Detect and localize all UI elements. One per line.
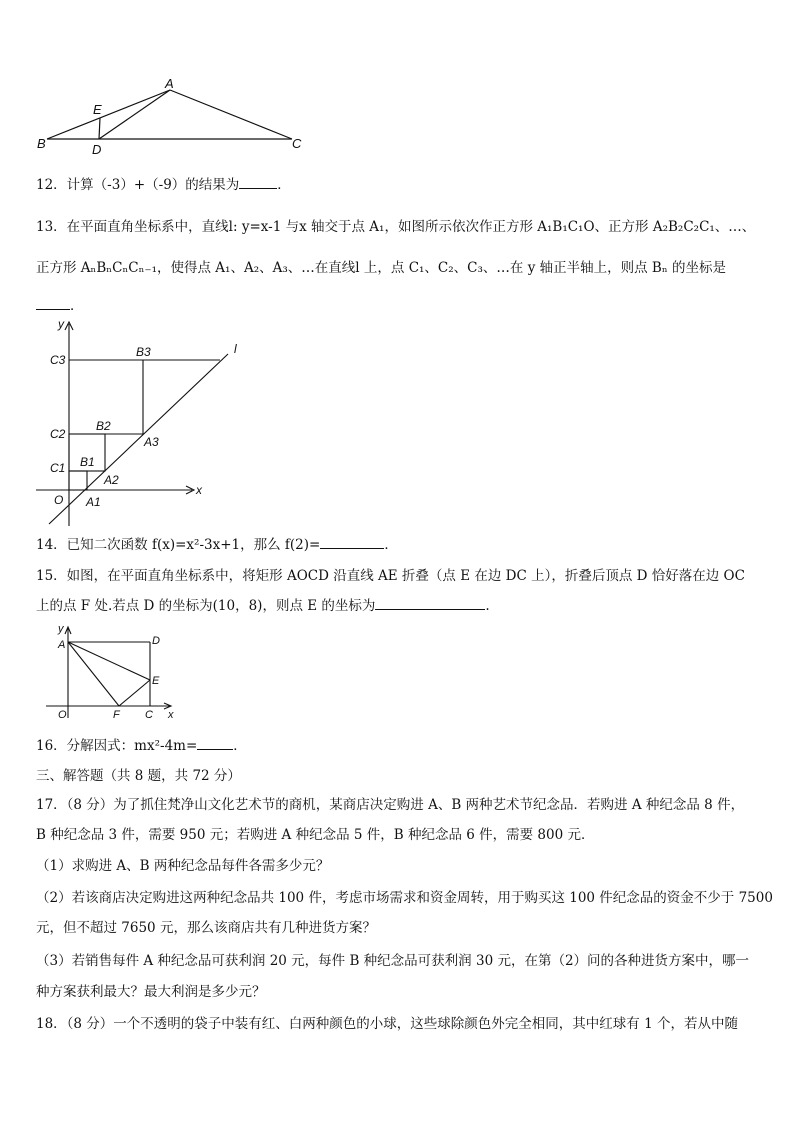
question-17-sub2-line2: 元，但不超过 7650 元，那么该商店共有几种进货方案？ [36,920,376,936]
label-c3: C3 [50,353,66,367]
question-18-line1: 18．（8 分）一个不透明的袋子中装有红、白两种颜色的小球，这些球除颜色外完全相同，其中红球有 1 个，若从中随 [36,1016,738,1032]
label-a2: A2 [104,473,119,487]
label-x: x [196,483,202,497]
line-l [49,354,228,524]
label-c: C [292,136,302,151]
square-1 [69,471,87,490]
label-d: D [152,635,160,647]
question-14-text: 14．已知二次函数 f(x)=x²-3x+1，那么 f(2)= [36,537,321,553]
label-x: x [168,709,174,721]
segment-ac [170,90,292,139]
section-title: 三、解答题（共 8 题，共 72 分） [36,768,241,784]
label-c1: C1 [50,461,66,475]
segment-ed [99,118,100,139]
question-17-sub3-line1: （3）若销售每件 A 种纪念品可获利润 20 元，每件 B 种纪念品可获利润 30 元，在第（2）问的各种进货方案中，哪一 [36,953,750,969]
segment-ba [47,90,170,139]
rectangle-figure [42,622,182,722]
answer-blank [320,536,384,549]
question-16-end: ． [233,738,247,754]
label-b: B [37,136,46,151]
squares-figure [36,318,246,530]
question-14-end: ． [384,537,398,553]
label-c: C [145,709,153,721]
question-13-end: ． [70,298,84,314]
segment-fe [119,680,150,706]
label-a: A [58,639,66,651]
answer-blank [239,176,277,189]
question-16 [36,737,247,755]
label-y: y [58,318,64,331]
question-13-line2: 正方形 AₙBₙCₙCₙ₋₁，使得点 A₁、A₂、A₃、…在直线l 上，点 C₁、C₂、C₃、…在 y 轴正半轴上，则点 Bₙ 的坐标是 [36,260,726,276]
label-a3: A3 [144,435,159,449]
segment-ae [68,642,150,680]
label-b2: B2 [96,419,111,433]
question-17-line2: B 种纪念品 3 件，需要 950 元；若购进 A 种纪念品 5 件，B 种纪念品 6 件，需要 800 元． [36,827,595,843]
question-14 [36,536,398,554]
question-17-sub3-line2: 种方案获利最大？最大利润是多少元？ [36,984,266,1000]
answer-blank [197,737,233,750]
label-y: y [58,623,64,635]
question-17-sub1: （1）求购进 A、B 两种纪念品每件各需多少元？ [36,858,330,874]
answer-blank [375,597,485,610]
label-b1: B1 [80,455,95,469]
question-17-sub2-line1: （2）若该商店决定购进这两种纪念品共 100 件，考虑市场需求和资金周转，用于购买这 100 件纪念品的资金不少于 7500 [36,890,773,906]
label-b3: B3 [136,345,151,359]
question-12-text: 12．计算（-3）+（-9）的结果为 [36,177,240,193]
label-o: O [54,493,64,507]
label-c2: C2 [50,427,66,441]
question-13-line1: 13．在平面直角坐标系中，直线l: y=x-1 与x 轴交于点 A₁，如图所示依次作正方形 A₁B₁C₁O、正方形 A₂B₂C₂C₁、…、 [36,219,756,235]
question-12-end: ． [277,177,291,193]
question-15-line2 [36,597,490,615]
segment-af [68,642,119,706]
label-o: O [58,709,67,721]
label-e: E [93,102,102,117]
question-13-line3 [36,297,84,315]
question-16-text: 16．分解因式：mx²-4m= [36,738,198,754]
label-e: E [152,675,160,687]
label-a: A [165,76,174,91]
question-15-end: . [485,598,490,614]
question-12 [36,176,291,194]
question-15-text: 上的点 F 处.若点 D 的坐标为(10，8)，则点 E 的坐标为 [36,598,376,614]
label-d: D [92,142,102,157]
answer-blank [36,297,70,310]
label-a1: A1 [86,495,101,509]
question-17-line1: 17．（8 分）为了抓住梵净山文化艺术节的商机，某商店决定购进 A、B 两种艺术节纪念品．若购进 A 种纪念品 8 件， [36,797,745,813]
label-f: F [113,709,120,721]
question-15-line1: 15．如图，在平面直角坐标系中，将矩形 AOCD 沿直线 AE 折叠（点 E 在边 DC 上），折叠后顶点 D 恰好落在边 OC [36,568,745,584]
label-l: l [234,342,237,356]
triangle-figure [30,74,310,158]
